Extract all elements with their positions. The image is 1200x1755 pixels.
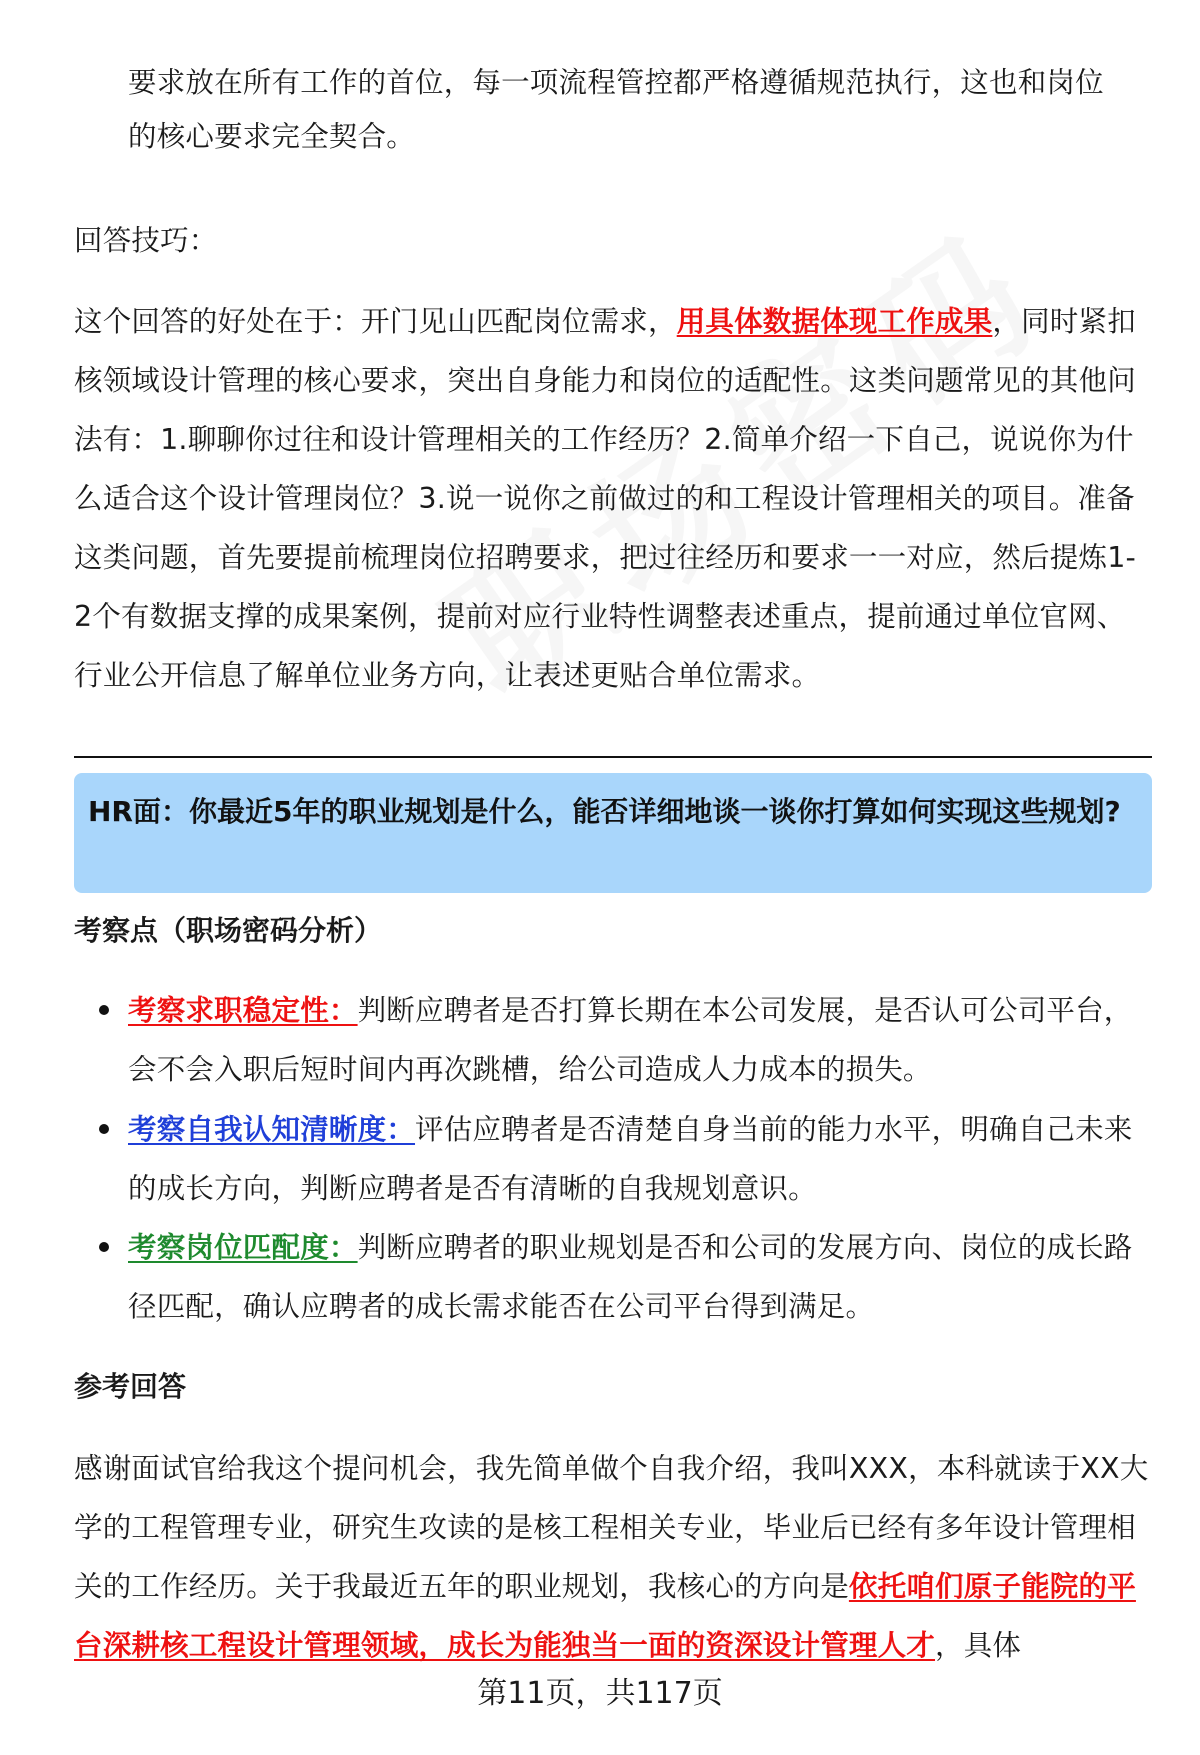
reference-paragraph <box>74 1439 1152 1675</box>
tips-highlight: 用具体数据体现工作成果 <box>676 305 993 338</box>
analysis-item-label: 考察求职稳定性： <box>128 994 358 1027</box>
analysis-item-1 <box>128 981 1152 1099</box>
reference-text-before: 感谢面试官给我这个提问机会，我先简单做个自我介绍，我叫XXX，本科就读于XX大学的工程管理专业，研究生攻读的是核工程相关专业，毕业后已经有多年设计管理相关的工作经历。关于我最近五年的职业规划，我核心的方向是 <box>74 1452 1149 1603</box>
bullet-dot-icon <box>99 1005 109 1015</box>
question-box <box>74 773 1152 893</box>
bullet-dot-icon <box>99 1124 109 1134</box>
page-number: 第11页，共117页 <box>477 1676 723 1711</box>
tips-text-before: 这个回答的好处在于：开门见山匹配岗位需求， <box>74 305 677 338</box>
reference-heading: 参考回答 <box>74 1370 187 1403</box>
reference-highlight: 依托咱们原子能院的平台深耕核工程设计管理领域，成长为能独当一面的资深设计管理人才 <box>74 1570 1136 1662</box>
analysis-item-text: 判断应聘者的职业规划是否和公司的发展方向、岗位的成长路径匹配，确认应聘者的成长需求能否在公司平台得到满足。 <box>128 1231 1133 1323</box>
intro-line-2: 的核心要求完全契合。 <box>128 120 416 153</box>
analysis-item-label: 考察岗位匹配度： <box>128 1231 358 1264</box>
bullet-dot-icon <box>99 1242 109 1252</box>
analysis-item-label: 考察自我认知清晰度： <box>128 1113 416 1146</box>
analysis-item-text: 评估应聘者是否清楚自身当前的能力水平，明确自己未来的成长方向，判断应聘者是否有清晰的自我规划意识。 <box>128 1113 1133 1205</box>
tips-heading: 回答技巧： <box>74 224 218 257</box>
section-divider <box>74 756 1152 758</box>
analysis-item-2 <box>128 1100 1152 1218</box>
analysis-item-3 <box>128 1218 1152 1336</box>
analysis-heading: 考察点（职场密码分析） <box>74 914 383 947</box>
analysis-item-text: 判断应聘者是否打算长期在本公司发展，是否认可公司平台，会不会入职后短时间内再次跳槽，给公司造成人力成本的损失。 <box>128 994 1133 1086</box>
reference-text-after: ，具体 <box>935 1629 1022 1662</box>
tips-paragraph <box>74 292 1152 705</box>
intro-line-1: 要求放在所有工作的首位，每一项流程管控都严格遵循规范执行，这也和岗位 <box>128 66 1104 99</box>
question-text: HR面：你最近5年的职业规划是什么，能否详细地谈一谈你打算如何实现这些规划? <box>88 795 1121 828</box>
tips-text-after: ，同时紧扣核领域设计管理的核心要求，突出自身能力和岗位的适配性。这类问题常见的其他问法有：1.聊聊你过往和设计管理相关的工作经历？2.简单介绍一下自己，说说你为什么适合这个设计管理岗位？3.说一说你之前做过的和工程设计管理相关的项目。准备这类问题，首先要提前梳理岗位招聘要求，把过往经历和要求一一对应，然后提炼1-2个有数据支撑的成果案例，提前对应行业特性调整表述重点，提前通过单位官网、行业公开信息了解单位业务方向，让表述更贴合单位需求。 <box>74 305 1137 692</box>
